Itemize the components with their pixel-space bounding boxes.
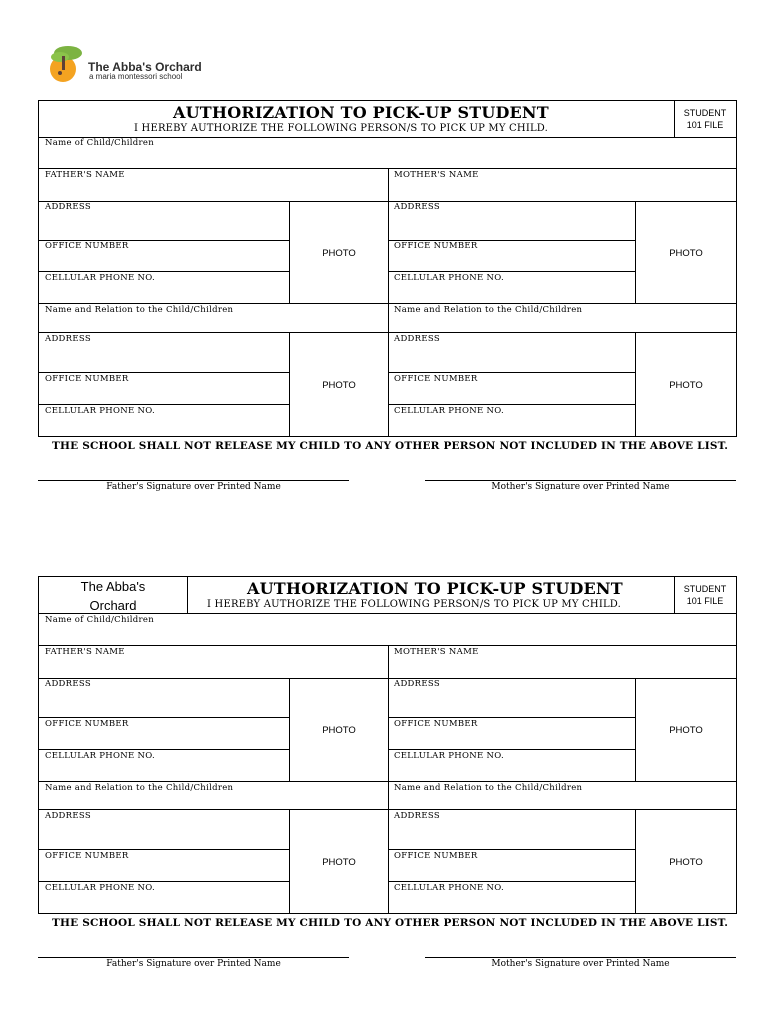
form-subtitle: I HEREBY AUTHORIZE THE FOLLOWING PERSON/S TO PICK UP MY CHILD.: [134, 123, 549, 134]
guardian-1-office-field[interactable]: OFFICE NUMBER: [45, 374, 129, 384]
mother-signature-line[interactable]: [425, 957, 736, 958]
student-file-box: [675, 583, 735, 607]
fathers-name-field[interactable]: FATHER'S NAME: [45, 170, 125, 180]
logo-name: The Abba's Orchard: [88, 60, 202, 74]
mother-photo-box[interactable]: PHOTO: [669, 248, 703, 259]
guardian-1-address-field[interactable]: ADDRESS: [45, 334, 91, 344]
father-signature-label: Father's Signature over Printed Name: [106, 959, 281, 969]
form-title: AUTHORIZATION TO PICK-UP STUDENT: [247, 579, 623, 598]
mother-signature-label: Mother's Signature over Printed Name: [491, 959, 670, 969]
guardian-2-relation-field[interactable]: Name and Relation to the Child/Children: [394, 783, 583, 793]
father-office-field[interactable]: OFFICE NUMBER: [45, 719, 129, 729]
mother-address-field[interactable]: ADDRESS: [394, 202, 440, 212]
guardian-1-photo-box[interactable]: PHOTO: [322, 380, 356, 391]
mother-office-field[interactable]: OFFICE NUMBER: [394, 719, 478, 729]
guardian-2-address-field[interactable]: ADDRESS: [394, 811, 440, 821]
father-office-field[interactable]: OFFICE NUMBER: [45, 241, 129, 251]
guardian-2-office-field[interactable]: OFFICE NUMBER: [394, 851, 478, 861]
child-name-field[interactable]: Name of Child/Children: [45, 615, 155, 625]
mother-address-field[interactable]: ADDRESS: [394, 679, 440, 689]
release-notice: THE SCHOOL SHALL NOT RELEASE MY CHILD TO ANY OTHER PERSON NOT INCLUDED IN THE ABOVE LIST.: [52, 440, 729, 452]
file-number: 101 FILE: [686, 120, 724, 130]
guardian-1-relation-field[interactable]: Name and Relation to the Child/Children: [45, 305, 234, 315]
father-signature-line[interactable]: [38, 480, 349, 481]
guardian-2-relation-field[interactable]: Name and Relation to the Child/Children: [394, 305, 583, 315]
mother-office-field[interactable]: OFFICE NUMBER: [394, 241, 478, 251]
child-name-field[interactable]: Name of Child/Children: [45, 138, 155, 148]
file-number: 101 FILE: [686, 596, 724, 606]
father-photo-box[interactable]: PHOTO: [322, 248, 356, 259]
brand-line-2: Orchard: [89, 598, 137, 613]
form-title: AUTHORIZATION TO PICK-UP STUDENT: [173, 103, 549, 122]
guardian-2-address-field[interactable]: ADDRESS: [394, 334, 440, 344]
guardian-1-address-field[interactable]: ADDRESS: [45, 811, 91, 821]
student-file-box: [675, 107, 735, 131]
mothers-name-field[interactable]: MOTHER'S NAME: [394, 170, 479, 180]
guardian-2-photo-box[interactable]: PHOTO: [669, 380, 703, 391]
father-signature-label: Father's Signature over Printed Name: [106, 482, 281, 492]
mother-photo-box[interactable]: PHOTO: [669, 725, 703, 736]
mother-signature-label: Mother's Signature over Printed Name: [491, 482, 670, 492]
mother-signature-line[interactable]: [425, 480, 736, 481]
father-cell-field[interactable]: CELLULAR PHONE NO.: [45, 273, 156, 283]
logo-tagline: a maria montessori school: [89, 72, 183, 81]
school-logo: [46, 42, 86, 84]
form-brand: [39, 577, 187, 615]
guardian-2-photo-box[interactable]: PHOTO: [669, 857, 703, 868]
father-photo-box[interactable]: PHOTO: [322, 725, 356, 736]
mother-cell-field[interactable]: CELLULAR PHONE NO.: [394, 273, 505, 283]
father-signature-line[interactable]: [38, 957, 349, 958]
mothers-name-field[interactable]: MOTHER'S NAME: [394, 647, 479, 657]
father-address-field[interactable]: ADDRESS: [45, 679, 91, 689]
guardian-2-cell-field[interactable]: CELLULAR PHONE NO.: [394, 883, 505, 893]
student-label: STUDENT: [683, 108, 727, 118]
guardian-1-cell-field[interactable]: CELLULAR PHONE NO.: [45, 883, 156, 893]
guardian-1-relation-field[interactable]: Name and Relation to the Child/Children: [45, 783, 234, 793]
guardian-1-photo-box[interactable]: PHOTO: [322, 857, 356, 868]
guardian-1-office-field[interactable]: OFFICE NUMBER: [45, 851, 129, 861]
guardian-1-cell-field[interactable]: CELLULAR PHONE NO.: [45, 406, 156, 416]
father-cell-field[interactable]: CELLULAR PHONE NO.: [45, 751, 156, 761]
form-subtitle: I HEREBY AUTHORIZE THE FOLLOWING PERSON/S TO PICK UP MY CHILD.: [207, 599, 622, 610]
mother-cell-field[interactable]: CELLULAR PHONE NO.: [394, 751, 505, 761]
guardian-2-cell-field[interactable]: CELLULAR PHONE NO.: [394, 406, 505, 416]
brand-line-1: The Abba's: [80, 579, 146, 594]
father-address-field[interactable]: ADDRESS: [45, 202, 91, 212]
student-label: STUDENT: [683, 584, 727, 594]
guardian-2-office-field[interactable]: OFFICE NUMBER: [394, 374, 478, 384]
release-notice: THE SCHOOL SHALL NOT RELEASE MY CHILD TO ANY OTHER PERSON NOT INCLUDED IN THE ABOVE LIST.: [52, 917, 729, 929]
fathers-name-field[interactable]: FATHER'S NAME: [45, 647, 125, 657]
orchard-tree-icon: [46, 42, 86, 84]
